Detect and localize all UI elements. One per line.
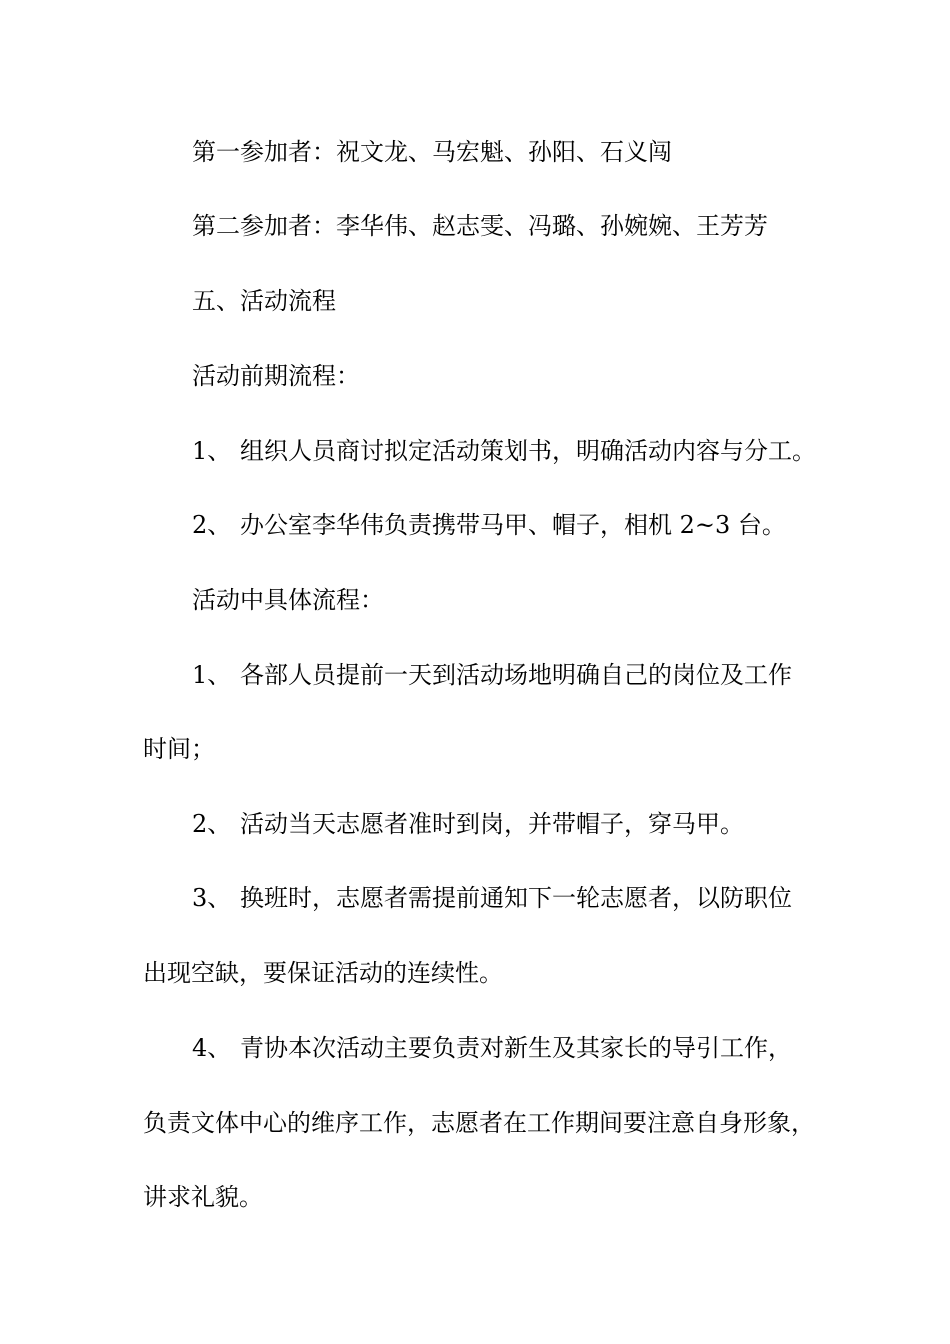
pre-activity-heading: 活动前期流程： bbox=[192, 362, 360, 390]
during-item-4-text: 青协本次活动主要负责对新生及其家长的导引工作， bbox=[240, 1034, 792, 1062]
during-item-4-continuation: 负责文体中心的维序工作，志愿者在工作期间要注意自身形象， bbox=[143, 1109, 815, 1137]
participants-second-line: 第二参加者：李华伟、赵志雯、冯璐、孙婉婉、王芳芳 bbox=[192, 212, 768, 240]
pre-item-1 bbox=[0, 431, 950, 471]
during-item-4-number: 4、 bbox=[192, 1034, 232, 1062]
during-item-3-text: 换班时，志愿者需提前通知下一轮志愿者，以防职位 bbox=[240, 884, 792, 912]
during-item-1 bbox=[0, 655, 950, 695]
during-item-2-number: 2、 bbox=[192, 810, 232, 838]
during-item-2-text: 活动当天志愿者准时到岗，并带帽子，穿马甲。 bbox=[240, 810, 744, 838]
pre-item-2-number: 2、 bbox=[192, 511, 232, 539]
during-item-1-number: 1、 bbox=[192, 661, 232, 689]
pre-item-1-text: 组织人员商讨拟定活动策划书，明确活动内容与分工。 bbox=[240, 437, 816, 465]
participants-first-line: 第一参加者：祝文龙、马宏魁、孙阳、石义闯 bbox=[192, 138, 672, 166]
pre-item-2-text: 办公室李华伟负责携带马甲、帽子，相机 2~3 台。 bbox=[240, 511, 786, 539]
during-item-4 bbox=[0, 1028, 950, 1068]
during-item-4-continuation-2: 讲求礼貌。 bbox=[143, 1183, 263, 1211]
section-heading: 五、活动流程 bbox=[192, 287, 336, 315]
during-item-3-continuation: 出现空缺，要保证活动的连续性。 bbox=[143, 959, 503, 987]
during-item-3 bbox=[0, 878, 950, 918]
pre-item-1-number: 1、 bbox=[192, 437, 232, 465]
pre-item-2 bbox=[0, 505, 950, 545]
during-activity-heading: 活动中具体流程： bbox=[192, 586, 384, 614]
during-item-3-number: 3、 bbox=[192, 884, 232, 912]
during-item-2 bbox=[0, 804, 950, 844]
during-item-1-continuation: 时间； bbox=[143, 735, 215, 763]
during-item-1-text: 各部人员提前一天到活动场地明确自己的岗位及工作 bbox=[240, 661, 792, 689]
